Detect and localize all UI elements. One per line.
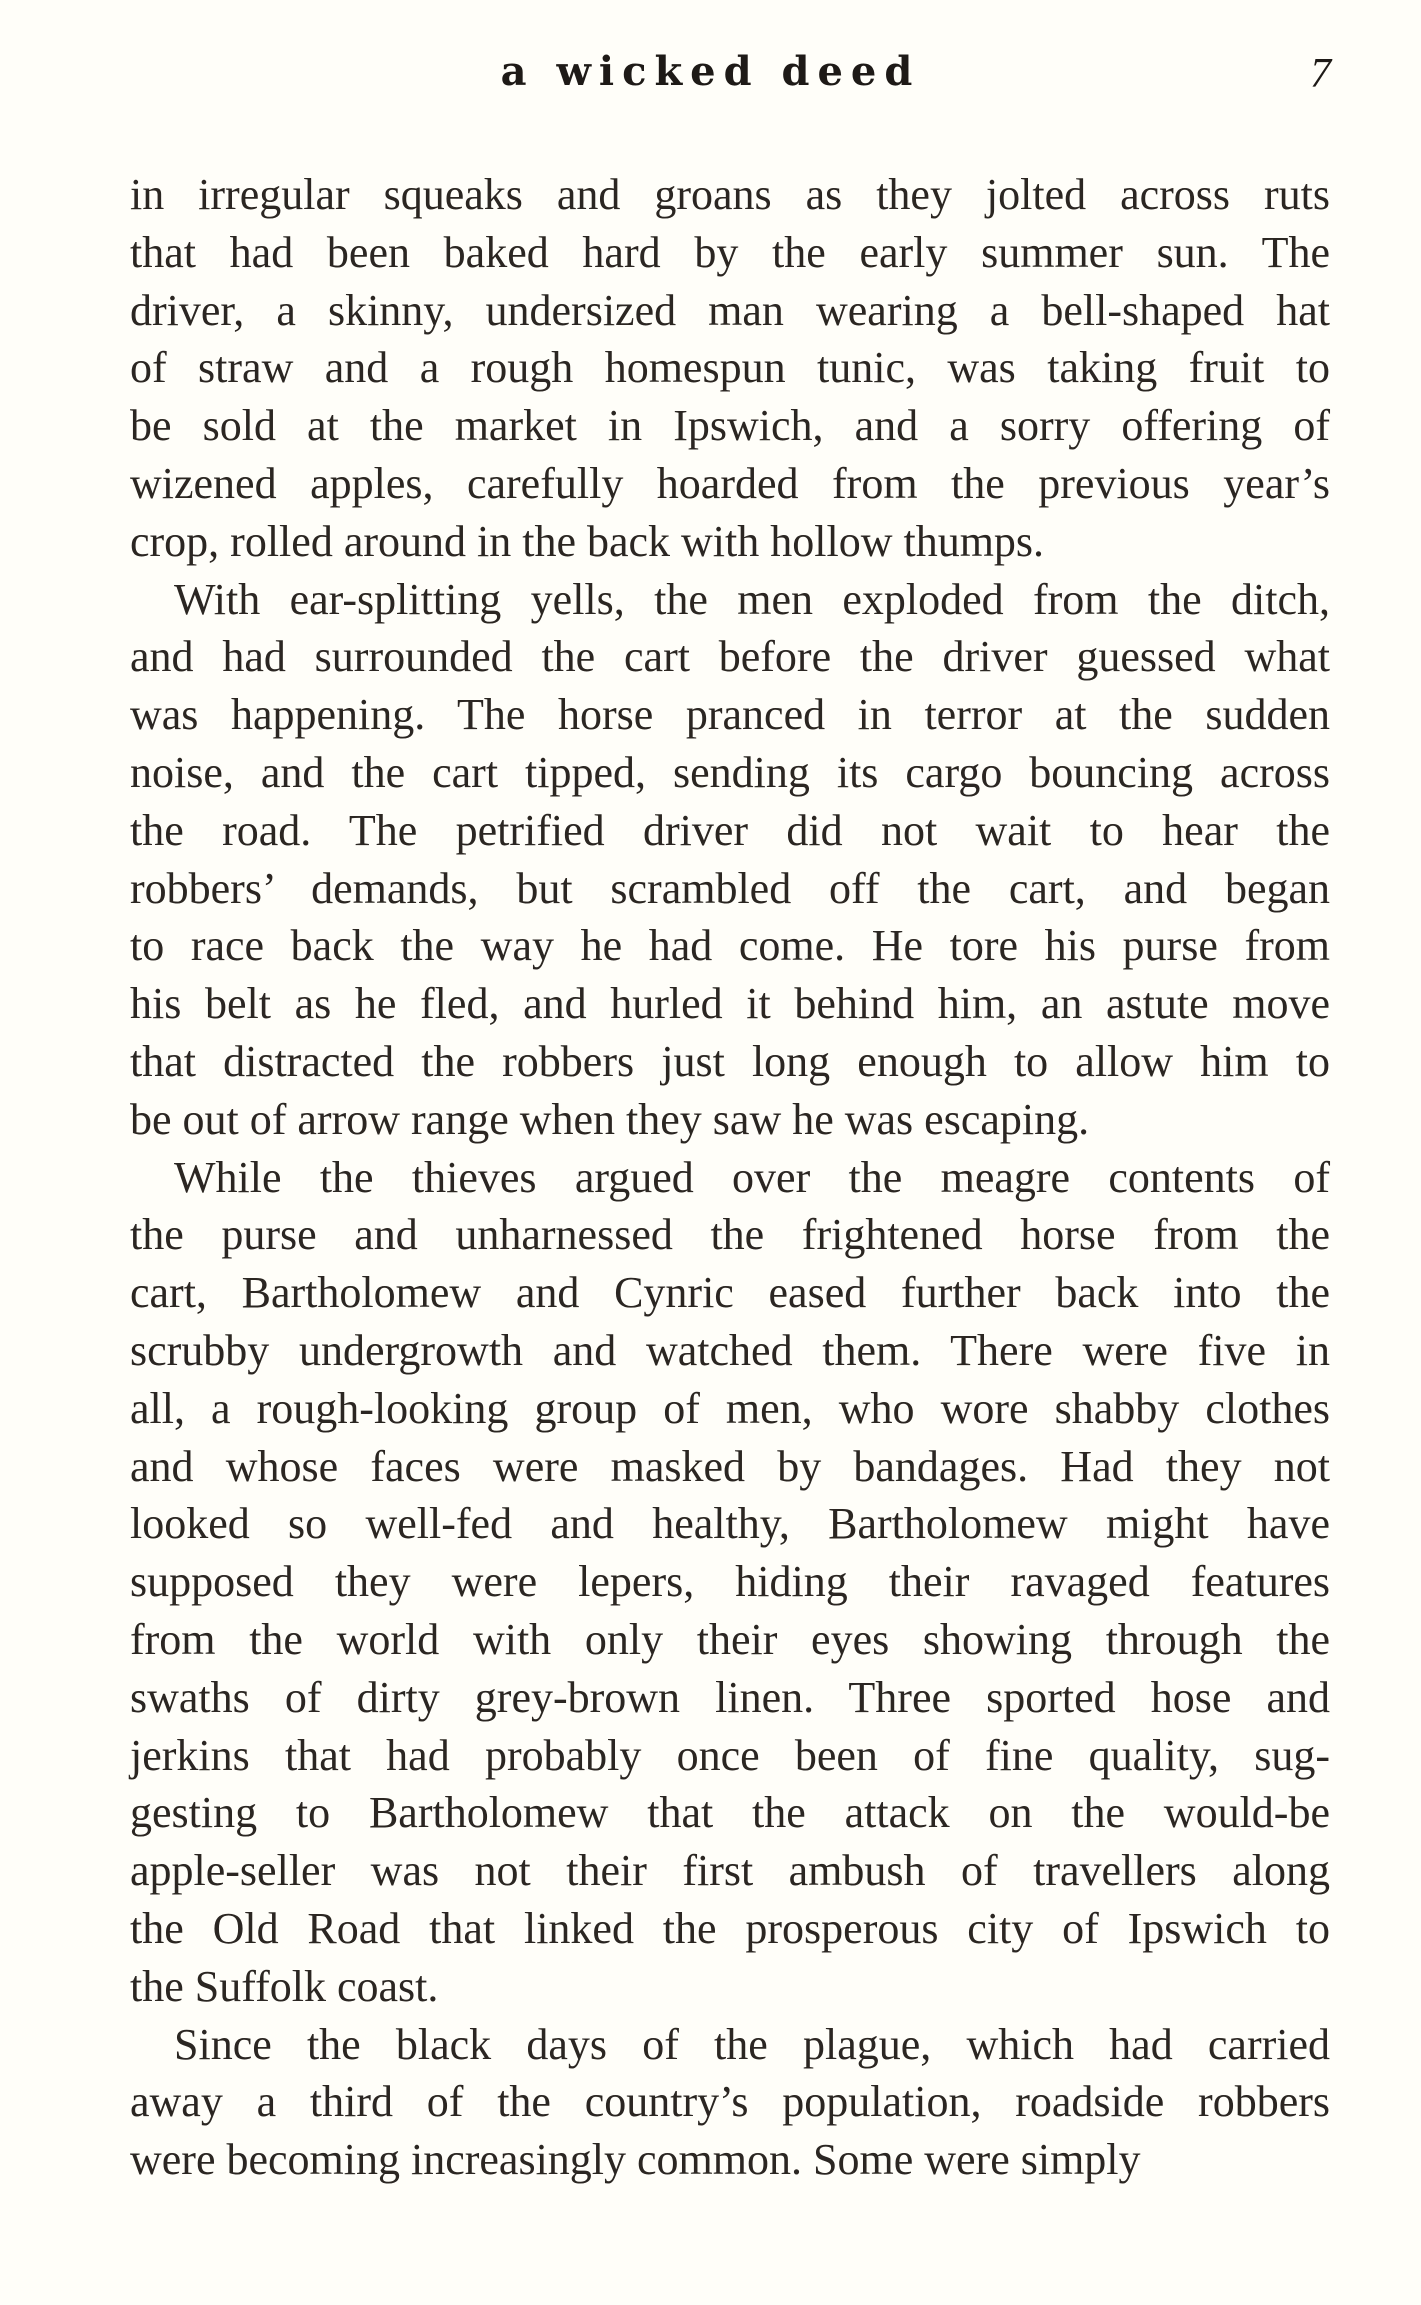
text-line: that had been baked hard by the early summer sun. The [130, 227, 1330, 277]
text-line: driver, a skinny, undersized man wearing a bell-shaped hat [130, 285, 1330, 335]
text-line: While the thieves argued over the meagre contents of [174, 1152, 1330, 1202]
text-line: of straw and a rough homespun tunic, was taking fruit to [130, 343, 1330, 393]
text-line: all, a rough-looking group of men, who wore shabby clothes [130, 1383, 1330, 1433]
text-line: crop, rolled around in the back with hollow thumps. [130, 516, 1045, 566]
text-line: the Old Road that linked the prosperous city of Ipswich to [130, 1903, 1330, 1953]
page-number: 7 [1310, 51, 1331, 97]
text-line: be out of arrow range when they saw he was escaping. [130, 1094, 1090, 1144]
running-title: a wicked deed [500, 48, 921, 95]
paragraph [130, 2016, 1330, 2189]
text-line: scrubby undergrowth and watched them. There were five in [130, 1325, 1330, 1375]
text-line: the road. The petrified driver did not wait to hear the [130, 805, 1330, 855]
text-line: cart, Bartholomew and Cynric eased further back into the [130, 1268, 1330, 1318]
text-line: away a third of the country’s population, roadside robbers [130, 2077, 1330, 2127]
running-head [0, 48, 1421, 108]
text-line: robbers’ demands, but scrambled off the cart, and began [130, 863, 1330, 913]
text-line: in irregular squeaks and groans as they jolted across ruts [130, 170, 1330, 219]
text-line: swaths of dirty grey-brown linen. Three sported hose and [130, 1672, 1330, 1722]
text-line: wizened apples, carefully hoarded from the previous year’s [130, 458, 1330, 508]
text-line: gesting to Bartholomew that the attack on the would-be [130, 1788, 1330, 1838]
paragraph [130, 1149, 1330, 2016]
text-line: the purse and unharnessed the frightened horse from the [130, 1210, 1330, 1260]
text-line: were becoming increasingly common. Some were simply [130, 2135, 1141, 2185]
text-line: noise, and the cart tipped, sending its cargo bouncing across [130, 747, 1330, 797]
text-line: With ear-splitting yells, the men exploded from the ditch, [174, 574, 1330, 624]
paragraph [130, 166, 1330, 571]
paragraph [130, 571, 1330, 1149]
text-line: looked so well-fed and healthy, Bartholomew might have [130, 1499, 1330, 1549]
text-line: the Suffolk coast. [130, 1961, 439, 2011]
text-line: to race back the way he had come. He tore his purse from [130, 921, 1330, 971]
text-line: supposed they were lepers, hiding their ravaged features [130, 1557, 1330, 1607]
text-line: and had surrounded the cart before the driver guessed what [130, 632, 1330, 682]
text-line: be sold at the market in Ipswich, and a sorry offering of [130, 401, 1330, 451]
text-line: apple-seller was not their first ambush of travellers along [130, 1846, 1330, 1896]
text-line: jerkins that had probably once been of fine quality, sug- [130, 1730, 1330, 1780]
text-line: and whose faces were masked by bandages. Had they not [130, 1441, 1330, 1491]
text-line: Since the black days of the plague, which had carried [174, 2019, 1330, 2069]
text-line: his belt as he fled, and hurled it behind him, an astute move [130, 979, 1330, 1029]
text-line: from the world with only their eyes showing through the [130, 1614, 1330, 1664]
body-text [130, 166, 1330, 2189]
text-line: was happening. The horse pranced in terror at the sudden [130, 690, 1330, 740]
text-line: that distracted the robbers just long enough to allow him to [130, 1036, 1330, 1086]
